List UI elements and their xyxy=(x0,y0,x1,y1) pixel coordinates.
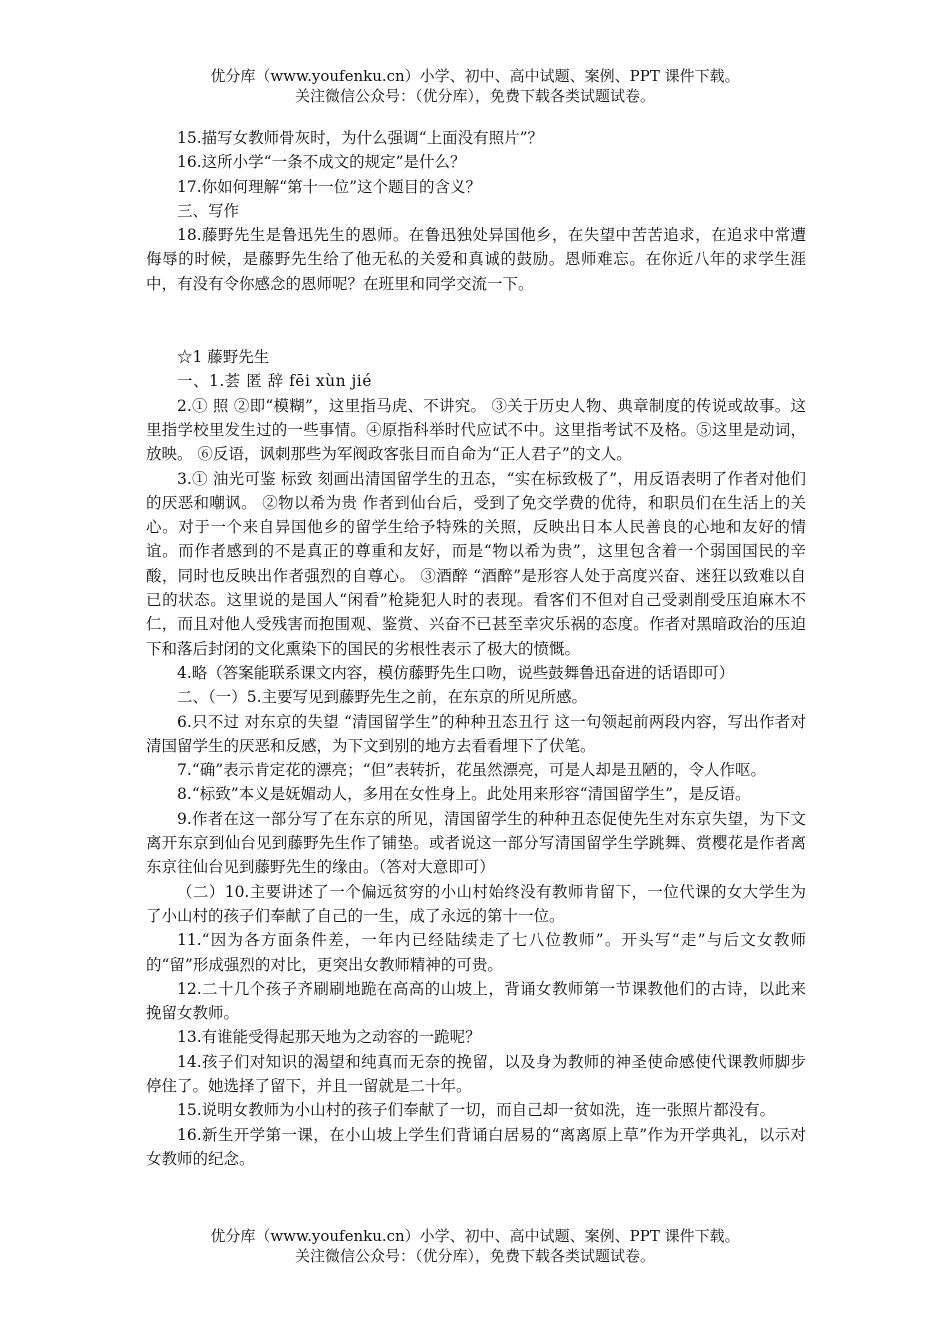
answer-6: 6.只不过 对东京的失望 “清国留学生”的种种丑态丑行 这一句领起前两段内容，写出作者对清国留学生的厌恶和反感，为下文到别的地方去看看埋下了伏笔。 xyxy=(146,712,806,755)
header-line-2: 关注微信公众号：（优分库），免费下载各类试题试卷。 xyxy=(294,87,655,105)
answer-13: 13.有谁能受得起那天地为之动容的一跪呢？ xyxy=(177,1028,481,1047)
answer-title: ☆1 藤野先生 xyxy=(177,348,270,367)
answer-3: 3.① 油光可鉴 标致 刻画出清国留学生的丑态，“实在标致极了”，用反语表明了作者对他们的厌恶和嘲讽。 ②物以希为贵 作者到仙台后，受到了免交学费的优待，和职员们在生活上的关心。对于一个来自异国他乡的留学生给予特殊的关照，反映出日本人民善良的心地和友好的情谊。而作者感到的不是真正的尊重和友好，而是“物以希为贵”，这里包含着一个弱国国民的辛酸，同时也反映出作者强烈的自尊心。 ③酒醉 “酒醉”是形容人处于高度兴奋、迷狂以致难以自已的状态。这里说的是国人“闲看”枪毙犯人时的表现。看客们不但对自己受剥削受压迫麻木不仁，而且对他人受残害而抱围观、鉴赏、兴奋不已甚至幸灾乐祸的态度。作者对黑暗政治的压迫下和落后封闭的文化熏染下的国民的劣根性表示了极大的愤慨。 xyxy=(146,469,806,658)
footer-line-2: 关注微信公众号：（优分库），免费下载各类试题试卷。 xyxy=(294,1247,655,1265)
document-body xyxy=(146,126,806,1171)
question-17: 17.你如何理解“第十一位”这个题目的含义？ xyxy=(177,177,481,196)
page-header xyxy=(0,66,950,106)
answer-15: 15.说明女教师为小山村的孩子们奉献了一切，而自己却一贫如洗，连一张照片都没有。 xyxy=(177,1101,776,1120)
page-footer xyxy=(0,1226,950,1266)
answer-12: 12.二十几个孩子齐刷刷地跪在高高的山坡上，背诵女教师第一节课教他们的古诗，以此来挽留女教师。 xyxy=(146,979,806,1023)
footer-line-1: 优分库（www.youfenku.cn）小学、初中、高中试题、案例、PPT 课件下载。 xyxy=(210,1227,740,1245)
answer-11: 11.“因为各方面条件差，一年内已经陆续走了七八位教师”。开头写“走”与后文女教师的“留”形成强烈的对比，更突出女教师精神的可贵。 xyxy=(146,931,806,974)
answer-9: 9.作者在这一部分写了在东京的所见，清国留学生的种种丑态促使先生对东京失望，为下文离开东京到仙台见到藤野先生作了铺垫。或者说这一部分写清国留学生学跳舞、赏樱花是作者离东京往仙台见到藤野先生的缘由。（答对大意即可） xyxy=(146,809,806,877)
answer-16: 16.新生开学第一课，在小山坡上学生们背诵白居易的“离离原上草”作为开学典礼，以示对女教师的纪念。 xyxy=(146,1125,806,1168)
answer-14: 14.孩子们对知识的渴望和纯真而无奈的挽留，以及身为教师的神圣使命感使代课教师脚步停住了。她选择了留下，并且一留就是二十年。 xyxy=(146,1052,806,1095)
answer-10: （二）10.主要讲述了一个偏远贫穷的小山村始终没有教师肯留下，一位代课的女大学生为了小山村的孩子们奉献了自己的一生，成了永远的第十一位。 xyxy=(146,882,806,925)
answer-2: 2.① 照 ②即“模糊”，这里指马虎、不讲究。 ③关于历史人物、典章制度的传说或故事。这里指学校里发生过的一些事情。④原指科举时代应试不中。这里指考试不及格。⑤这里是动词，放映。 ⑥反语，讽刺那些为军阀政客张目而自命为“正人君子”的文人。 xyxy=(146,396,806,464)
answer-8: 8.“标致”本义是妩媚动人，多用在女性身上。此处用来形容“清国留学生”，是反语。 xyxy=(177,785,751,804)
question-16: 16.这所小学“一条不成文的规定”是什么？ xyxy=(177,153,466,172)
section-gap xyxy=(146,296,806,345)
answer-7: 7.“确”表示肯定花的漂亮；“但”表转折，花虽然漂亮，可是人却是丑陋的，令人作呕。 xyxy=(177,761,766,780)
header-line-1: 优分库（www.youfenku.cn）小学、初中、高中试题、案例、PPT 课件下载。 xyxy=(210,67,740,85)
answer-5: 二、（一）5.主要写见到藤野先生之前，在东京的所见所感。 xyxy=(177,688,588,707)
answer-4: 4.略（答案能联系课文内容，模仿藤野先生口吻，说些鼓舞鲁迅奋进的话语即可） xyxy=(177,663,735,682)
question-18: 18.藤野先生是鲁迅先生的恩师。在鲁迅独处异国他乡，在失望中苦苦追求，在追求中常遭侮辱的时候，是藤野先生给了他无私的关爱和真诚的鼓励。恩师难忘。在你近八年的求学生涯中，有没有令你感念的恩师呢？在班里和同学交流一下。 xyxy=(146,226,806,293)
answer-1: 一、1.荟 匿 辞 fēi xùn jié xyxy=(177,372,372,391)
section-writing-heading: 三、写作 xyxy=(177,201,240,220)
question-15: 15.描写女教师骨灰时，为什么强调“上面没有照片”？ xyxy=(177,129,543,147)
